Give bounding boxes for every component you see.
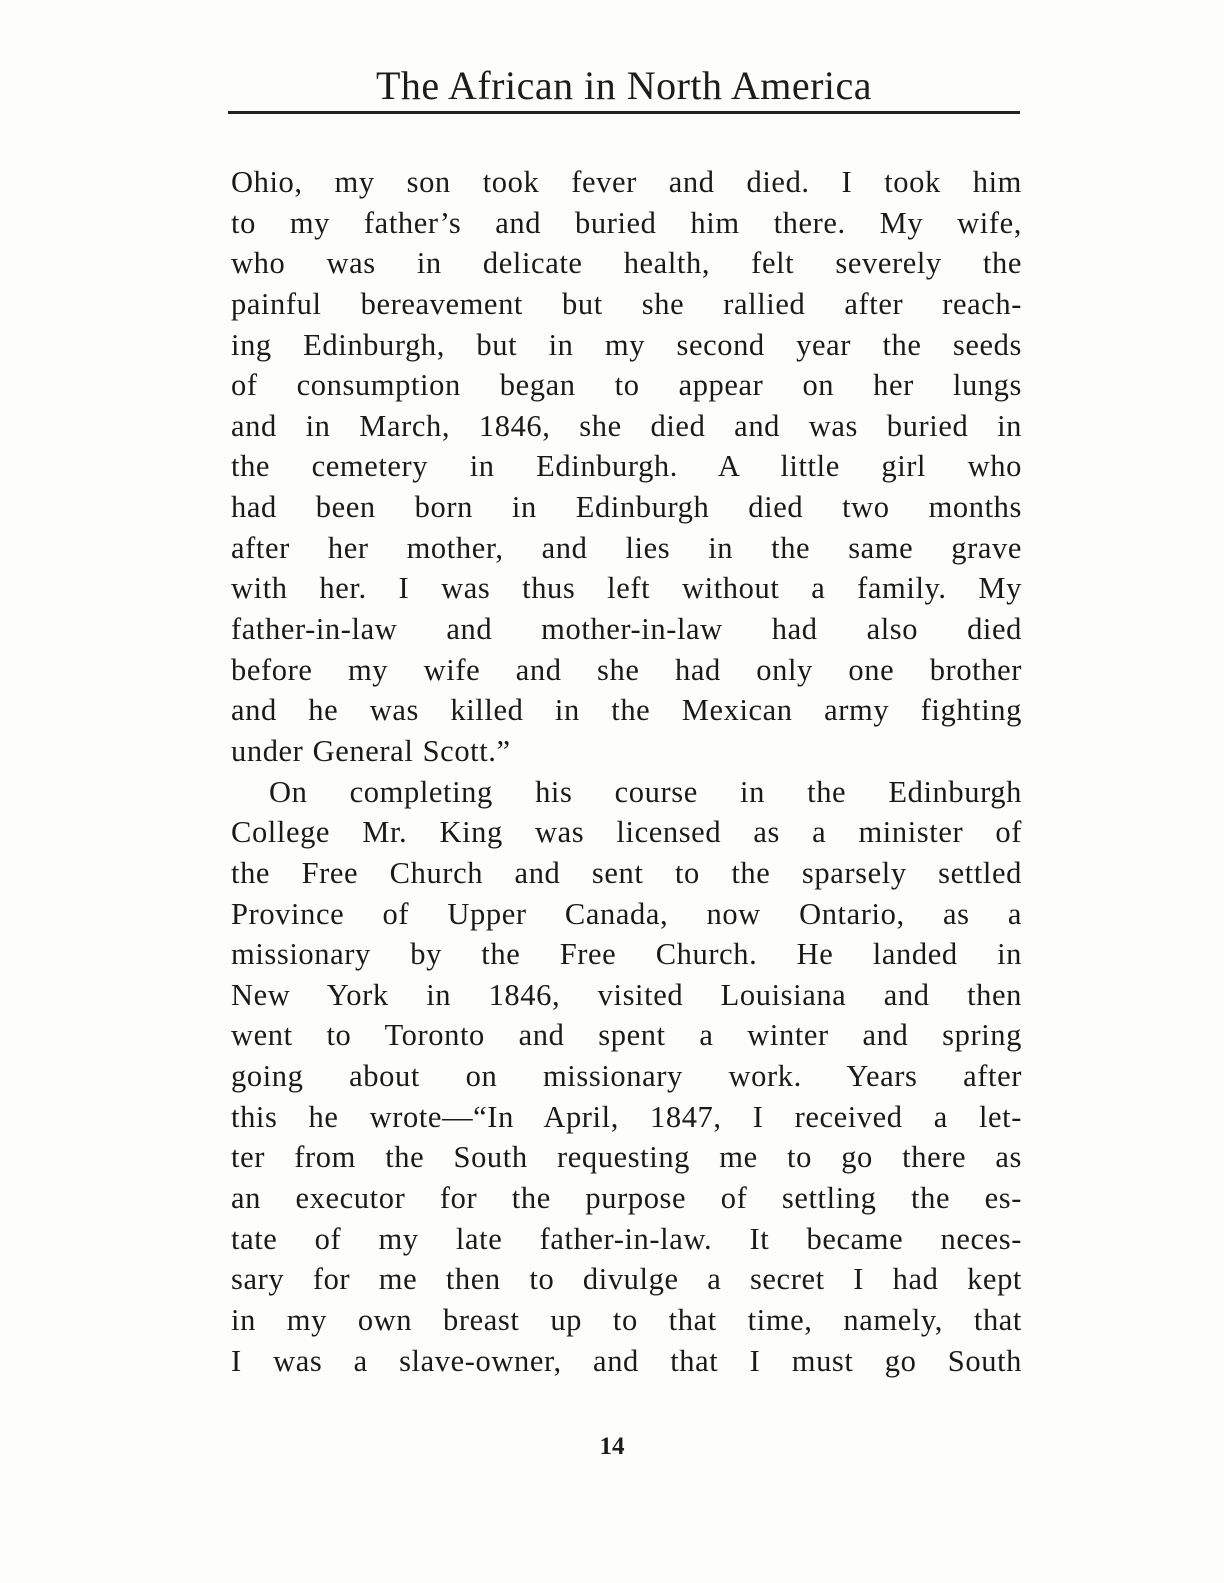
text-line: ter from the South requesting me to go there as <box>231 1140 1022 1175</box>
text-line: On completing his course in the Edinburgh <box>269 774 1022 809</box>
text-line: who was in delicate health, felt severely the <box>231 246 1022 281</box>
text-line: Province of Upper Canada, now Ontario, as a <box>231 896 1022 931</box>
text-line: had been born in Edinburgh died two months <box>231 490 1022 525</box>
text-line: before my wife and she had only one brother <box>231 652 1022 687</box>
text-line: missionary by the Free Church. He landed in <box>231 937 1022 972</box>
text-line: painful bereavement but she rallied after reach- <box>231 286 1022 321</box>
text-line: father-in-law and mother-in-law had also died <box>231 612 1022 647</box>
text-line: tate of my late father-in-law. It became neces- <box>231 1221 1022 1256</box>
text-line: an executor for the purpose of settling the es- <box>231 1181 1022 1216</box>
text-line: and in March, 1846, she died and was buried in <box>231 408 1022 443</box>
text-line: with her. I was thus left without a family. My <box>231 571 1022 606</box>
text-line: of consumption began to appear on her lungs <box>231 368 1022 403</box>
header-rule <box>228 111 1020 114</box>
running-head: The African in North America <box>375 63 873 108</box>
body-text <box>231 162 1022 1381</box>
text-line: I was a slave-owner, and that I must go South <box>231 1343 1022 1378</box>
text-line: the Free Church and sent to the sparsely settled <box>231 855 1022 890</box>
text-line: New York in 1846, visited Louisiana and then <box>231 977 1022 1012</box>
text-line: after her mother, and lies in the same grave <box>231 530 1022 565</box>
text-line: under General Scott.” <box>231 733 511 768</box>
text-line: the cemetery in Edinburgh. A little girl who <box>231 449 1022 484</box>
page-number: 14 <box>599 1433 625 1460</box>
text-line: this he wrote—“In April, 1847, I received a let- <box>231 1099 1022 1134</box>
text-line: to my father’s and buried him there. My wife, <box>231 205 1022 240</box>
text-line: in my own breast up to that time, namely, that <box>231 1302 1022 1337</box>
text-line: going about on missionary work. Years after <box>231 1059 1022 1094</box>
text-line: went to Toronto and spent a winter and spring <box>231 1018 1022 1053</box>
text-line: and he was killed in the Mexican army fighting <box>231 693 1022 728</box>
text-line: College Mr. King was licensed as a minister of <box>231 815 1022 850</box>
text-line: ing Edinburgh, but in my second year the seeds <box>231 327 1022 362</box>
text-line: sary for me then to divulge a secret I had kept <box>231 1262 1022 1297</box>
text-line: Ohio, my son took fever and died. I took him <box>231 165 1022 199</box>
